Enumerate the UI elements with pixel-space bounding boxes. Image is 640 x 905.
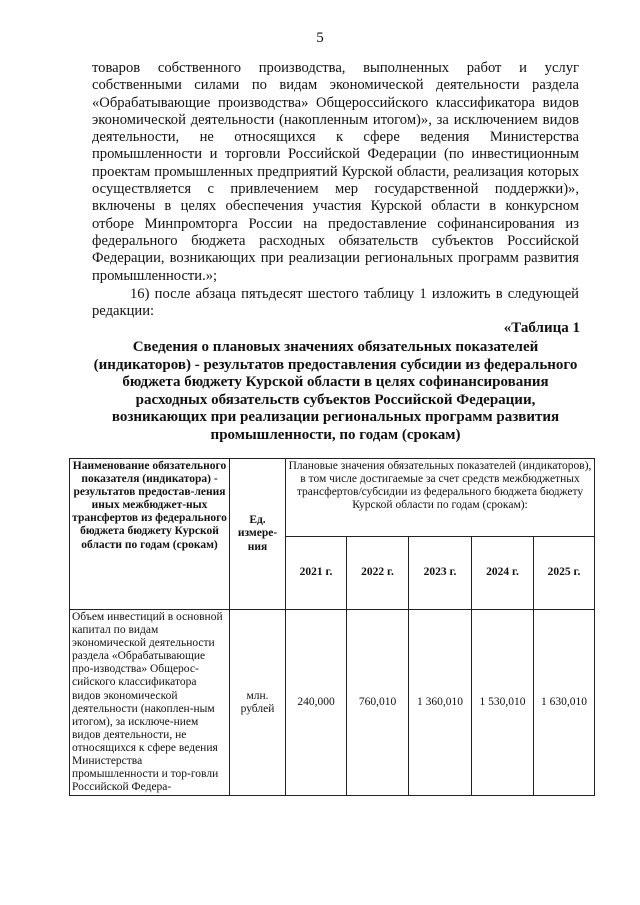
paragraph-16: 16) после абзаца пятьдесят шестого таблицу 1 изложить в следующей редакции: [92,285,579,320]
header-unit-cell: Ед. измере-ния [230,459,286,610]
value-cell: 760,010 [347,610,409,796]
page-number: 5 [316,30,324,46]
table-label: «Таблица 1 [503,320,580,336]
header-name-cell: Наименование обязательного показателя (индикатора) - результатов предостав-ления иных межбюджет-ных трансфертов из федерального бюджета бюджету Курской области по годам (срокам) [70,459,230,610]
value-cell: 1 630,010 [534,610,595,796]
indicator-name-cell: Объем инвестиций в основной капитал по видам экономической деятельности раздела «Обрабатывающие про-изводства» Общерос-сийского классификатора видов экономической деятельности (накоплен-ным итогом), за исключе-нием видов деятельности, не относящихся к сфере ведения Министерства промышленности и тор-говли Российской Федера- [70,610,230,796]
value-cell: 1 360,010 [409,610,472,796]
body-text [92,60,579,320]
header-planned-text: Плановые значения обязательных показателей (индикаторов), в том числе достигаемые за счет средств межбюджетных трансфертов/субсидии из федерального бюджета бюджету Курской области по годам (срокам): [288,460,592,512]
paragraph-continuation: товаров собственного производства, выполненных работ и услуг собственными силами по видам экономической деятельности раздела «Обрабатывающие производства» Общероссийского классификатора видов экономической деятельности (накопленным итогом)», за исключением видов деятельности, не относящихся к сфере ведения Министерства промышленности и торговли Российской Федерации (по инвестиционным проектам промышленных предприятий Курской области, реализация которых осуществляется с привлечением мер государственной поддержки)», включены в целях обеспечения участия Курской области в конкурсном отборе Минпромторга России на предоставление софинансирования из федерального бюджета расходных обязательств субъектов Российской Федерации, возникающих при реализации региональных программ развития промышленности.»; [92,60,579,284]
table-heading: Сведения о плановых значениях обязательных показателей (индикаторов) - результатов предоставления субсидии из федерального бюджета бюджету Курской области в целях софинансирования расходных обязательств субъектов Российской Федерации, возникающих при реализации региональных программ развития промышленности, по годам (срокам) [93,339,578,443]
unit-cell: млн. рублей [230,610,286,796]
header-planned-cell [286,459,595,537]
value-cell: 240,000 [286,610,347,796]
year-header: 2022 г. [347,537,409,610]
year-header: 2025 г. [534,537,595,610]
year-header: 2021 г. [286,537,347,610]
indicators-table [69,458,595,796]
year-header: 2024 г. [472,537,534,610]
year-header: 2023 г. [409,537,472,610]
table-row [70,610,595,796]
header-row-1 [70,459,595,537]
value-cell: 1 530,010 [472,610,534,796]
